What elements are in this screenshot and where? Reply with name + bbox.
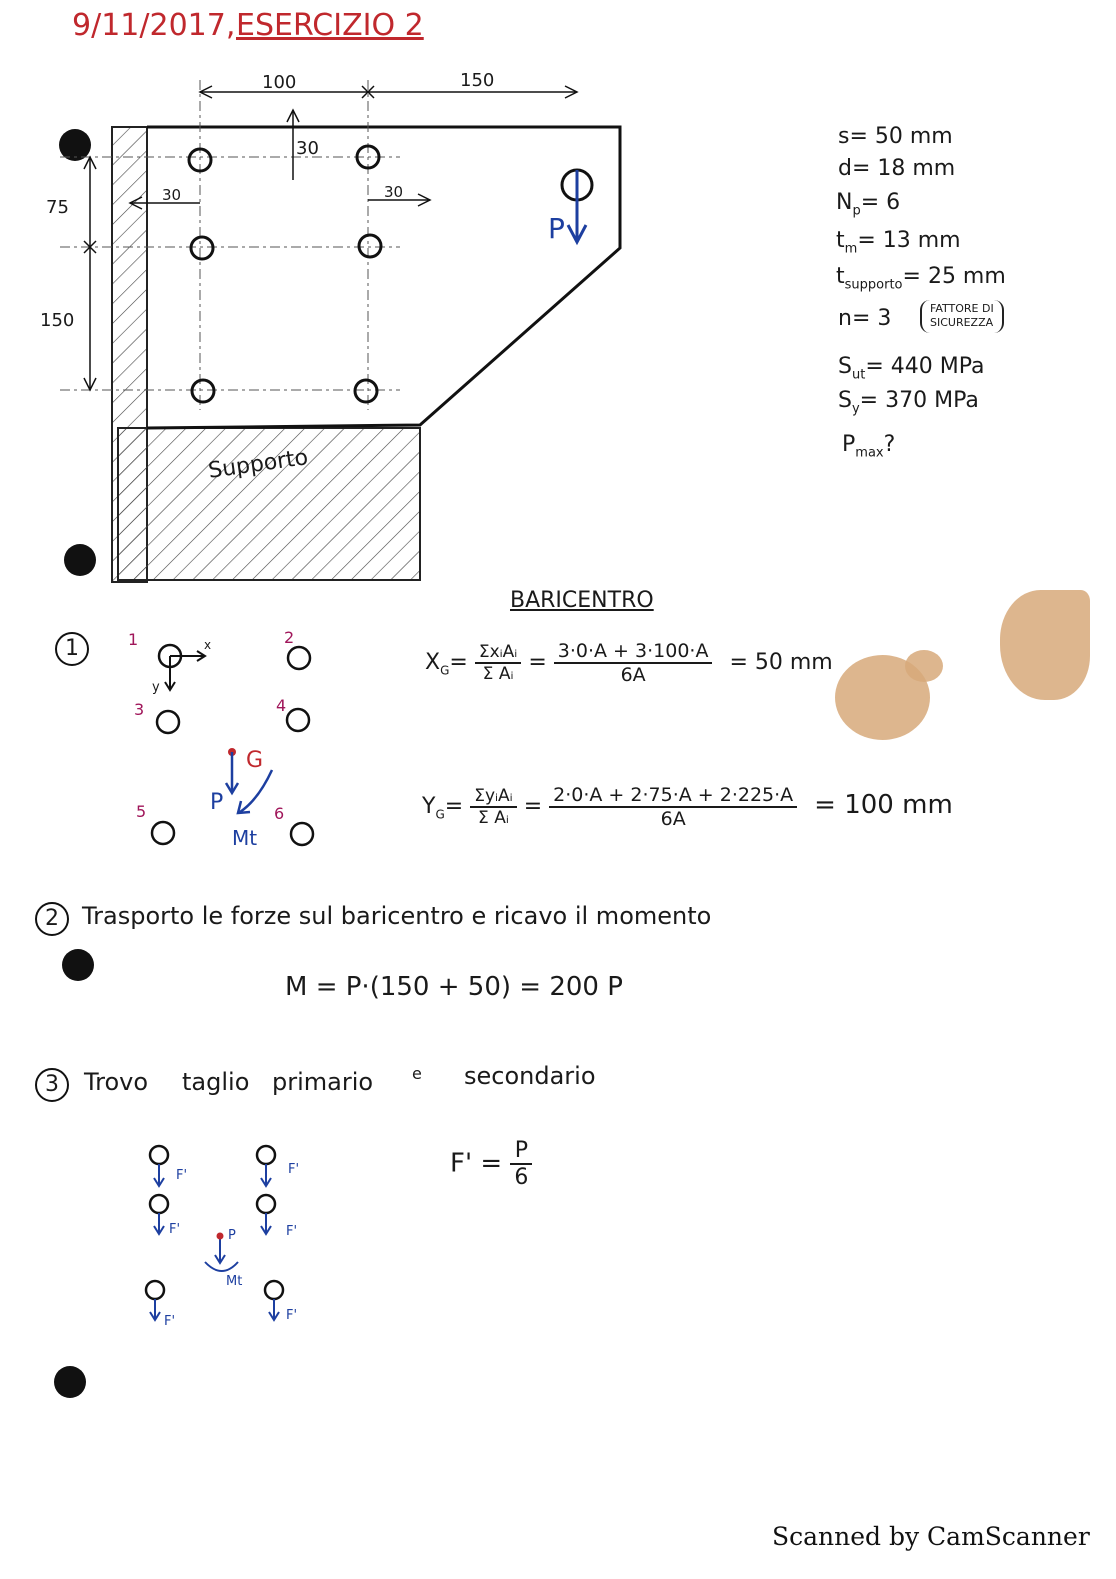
- bolt-hole: [192, 380, 214, 402]
- dim-150-left: 150: [40, 310, 75, 331]
- xg-equation: $X_G=$ $\frac{\text{ΣxᵢAᵢ}}{\text{Σ Aᵢ}}$ = $\frac{3\cdot 0\cdot A + 3\cdot 100\cdot A}{6A}$ = 50 mm: [425, 640, 833, 686]
- given-np: $N_p= 6$: [836, 190, 901, 219]
- step-3-word-3: primario: [272, 1068, 374, 1096]
- bolt-hole: [191, 237, 213, 259]
- exercise-title: ESERCIZIO 2: [236, 8, 424, 43]
- safety-factor-note: FATTORE DI SICUREZZA: [920, 300, 1004, 333]
- bolt-6: [291, 823, 313, 845]
- force-label: F': [286, 1224, 298, 1239]
- dim-100: 100: [262, 72, 297, 93]
- dim-30-left: 30: [162, 186, 182, 204]
- bolt-2: [288, 647, 310, 669]
- given-tm: $t_m= 13$ mm: [836, 228, 961, 257]
- load-label: P: [548, 212, 565, 245]
- step-3-number: 3: [35, 1068, 69, 1102]
- moment-label: Mt: [232, 826, 258, 850]
- step-3-word-4: e: [412, 1064, 422, 1083]
- given-n: n= 3: [838, 306, 892, 331]
- step-3-word-1: Trovo: [84, 1068, 149, 1096]
- yg-equation: $Y_G=$ $\frac{\text{ΣyᵢAᵢ}}{\text{Σ Aᵢ}}$ = $\frac{2\cdot 0\cdot A + 2\cdot 75\cdot A + 2\cdot 225\cdot A}{6A}$ = 100 mm: [422, 784, 953, 830]
- force-label: F': [164, 1314, 176, 1329]
- dim-30-top: 30: [296, 138, 319, 159]
- bolt-label-2: 2: [284, 628, 295, 647]
- punch-hole: [54, 1366, 86, 1398]
- bolt-4: [287, 709, 309, 731]
- step-3-word-2: taglio: [182, 1068, 250, 1096]
- given-s: s= 50 mm: [838, 124, 953, 149]
- step-2-text: Trasporto le forze sul baricentro e ricavo il momento: [82, 902, 712, 930]
- given-tsupporto: $t_{supporto}= 25$ mm: [836, 264, 1006, 293]
- primary-shear-equation: F' = $\frac{P}{6}$: [450, 1138, 532, 1190]
- bolt-label-3: 3: [134, 700, 145, 719]
- given-sut: $S_{ut}= 440$ MPa: [838, 354, 985, 383]
- dim-150-top: 150: [460, 70, 495, 91]
- bolt-label-1: 1: [128, 630, 139, 649]
- force-label: F': [176, 1168, 188, 1183]
- baricentro-heading: BARICENTRO: [510, 588, 654, 613]
- bolt-3: [157, 711, 179, 733]
- bolt-label-6: 6: [274, 804, 285, 823]
- centroid-label: G: [246, 748, 264, 773]
- bolt-label-5: 5: [136, 802, 147, 821]
- step-2-number: 2: [35, 902, 69, 936]
- given-d: d= 18 mm: [838, 156, 956, 181]
- step-1-number: 1: [55, 632, 89, 666]
- date: 9/11/2017,: [72, 8, 236, 43]
- punch-hole: [62, 949, 94, 981]
- scanner-watermark: Scanned by CamScanner: [772, 1522, 1090, 1551]
- bolt-label-4: 4: [276, 696, 287, 715]
- dim-30-right: 30: [384, 183, 404, 201]
- force-label: F': [288, 1162, 300, 1177]
- force-label: F': [286, 1308, 298, 1323]
- load-label-p: P: [210, 790, 224, 815]
- moment-equation: M = P·(150 + 50) = 200 P: [285, 972, 623, 1002]
- axis-x-label: x: [204, 638, 212, 652]
- given-pmax: $P_{max}$?: [842, 432, 896, 461]
- punch-hole: [59, 129, 91, 161]
- support-label: Supporto: [206, 445, 310, 484]
- dim-75: 75: [46, 197, 69, 218]
- bracket-plate: [147, 127, 620, 428]
- step-3-word-5: secondario: [464, 1062, 596, 1090]
- force-label: F': [169, 1222, 181, 1237]
- given-sy: $S_y= 370$ MPa: [838, 388, 979, 417]
- axis-y-label: y: [152, 680, 160, 695]
- punch-hole: [64, 544, 96, 576]
- bolt-hole: [359, 235, 381, 257]
- moment-label-small: Mt: [226, 1274, 243, 1289]
- bolt-hole: [355, 380, 377, 402]
- load-label-p-small: P: [228, 1228, 236, 1243]
- bolt-5: [152, 822, 174, 844]
